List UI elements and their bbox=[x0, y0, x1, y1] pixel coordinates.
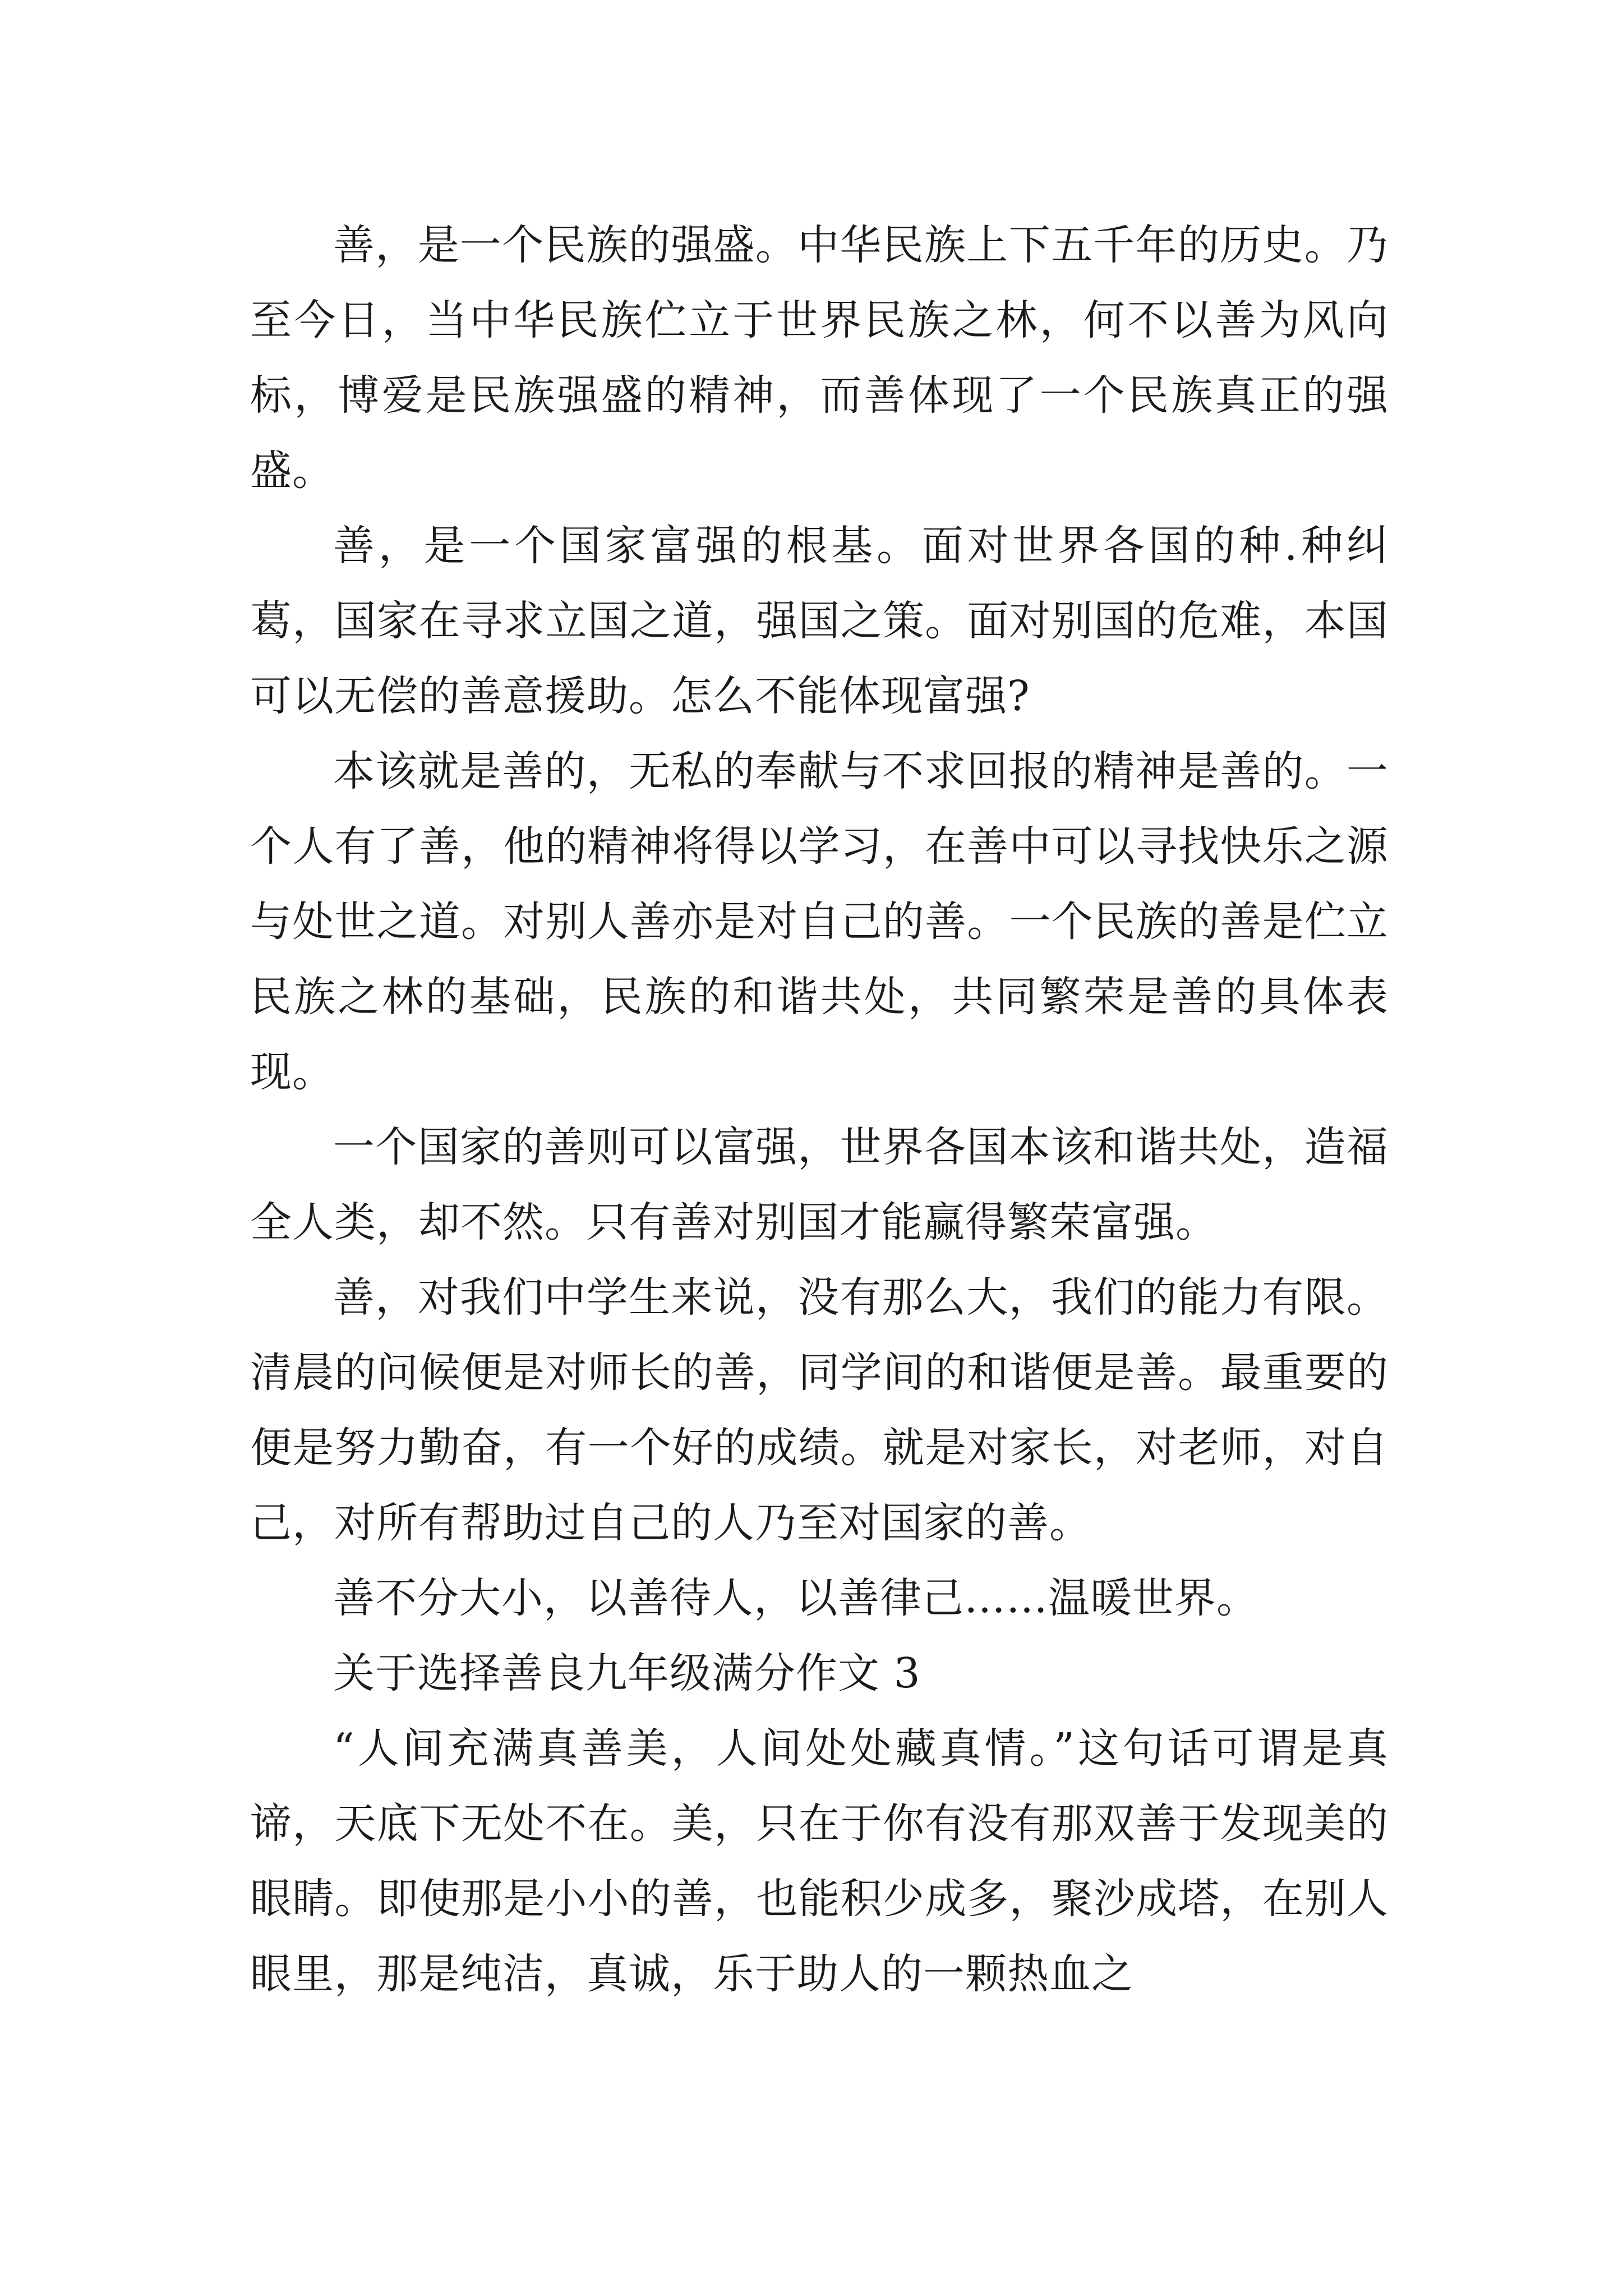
paragraph-4: 一个国家的善则可以富强，世界各国本该和谐共处，造福全人类，却不然。只有善对别国才能赢得繁荣富强。 bbox=[250, 1123, 1389, 1246]
paragraph-6: 善不分大小，以善待人，以善律己……温暖世界。 bbox=[333, 1574, 1258, 1622]
paragraph-1: 善，是一个民族的强盛。中华民族上下五千年的历史。乃至今日，当中华民族伫立于世界民族之林，何不以善为风向标，博爱是民族强盛的精神，而善体现了一个民族真正的强盛。 bbox=[250, 221, 1389, 495]
paragraph-7: “人间充满真善美，人间处处藏真情。”这句话可谓是真谛，天底下无处不在。美，只在于你有没有那双善于发现美的眼睛。即使那是小小的善，也能积少成多，聚沙成塔，在别人眼里，那是纯洁，真诚，乐于助人的一颗热血之 bbox=[250, 1724, 1389, 1998]
paragraph-5: 善，对我们中学生来说，没有那么大，我们的能力有限。清晨的问候便是对师长的善，同学间的和谐便是善。最重要的便是努力勤奋，有一个好的成绩。就是对家长，对老师，对自己，对所有帮助过自己的人乃至对国家的善。 bbox=[250, 1273, 1389, 1547]
document-body bbox=[250, 208, 1389, 2012]
paragraph-3: 本该就是善的，无私的奉献与不求回报的精神是善的。一个人有了善，他的精神将得以学习，在善中可以寻找快乐之源与处世之道。对别人善亦是对自己的善。一个民族的善是伫立民族之林的基础，民族的和谐共处，共同繁荣是善的具体表现。 bbox=[250, 747, 1389, 1096]
paragraph-2: 善，是一个国家富强的根基。面对世界各国的种.种纠葛，国家在寻求立国之道，强国之策。面对别国的危难，本国可以无偿的善意援助。怎么不能体现富强? bbox=[250, 522, 1389, 720]
section-heading: 关于选择善良九年级满分作文 3 bbox=[333, 1649, 921, 1697]
